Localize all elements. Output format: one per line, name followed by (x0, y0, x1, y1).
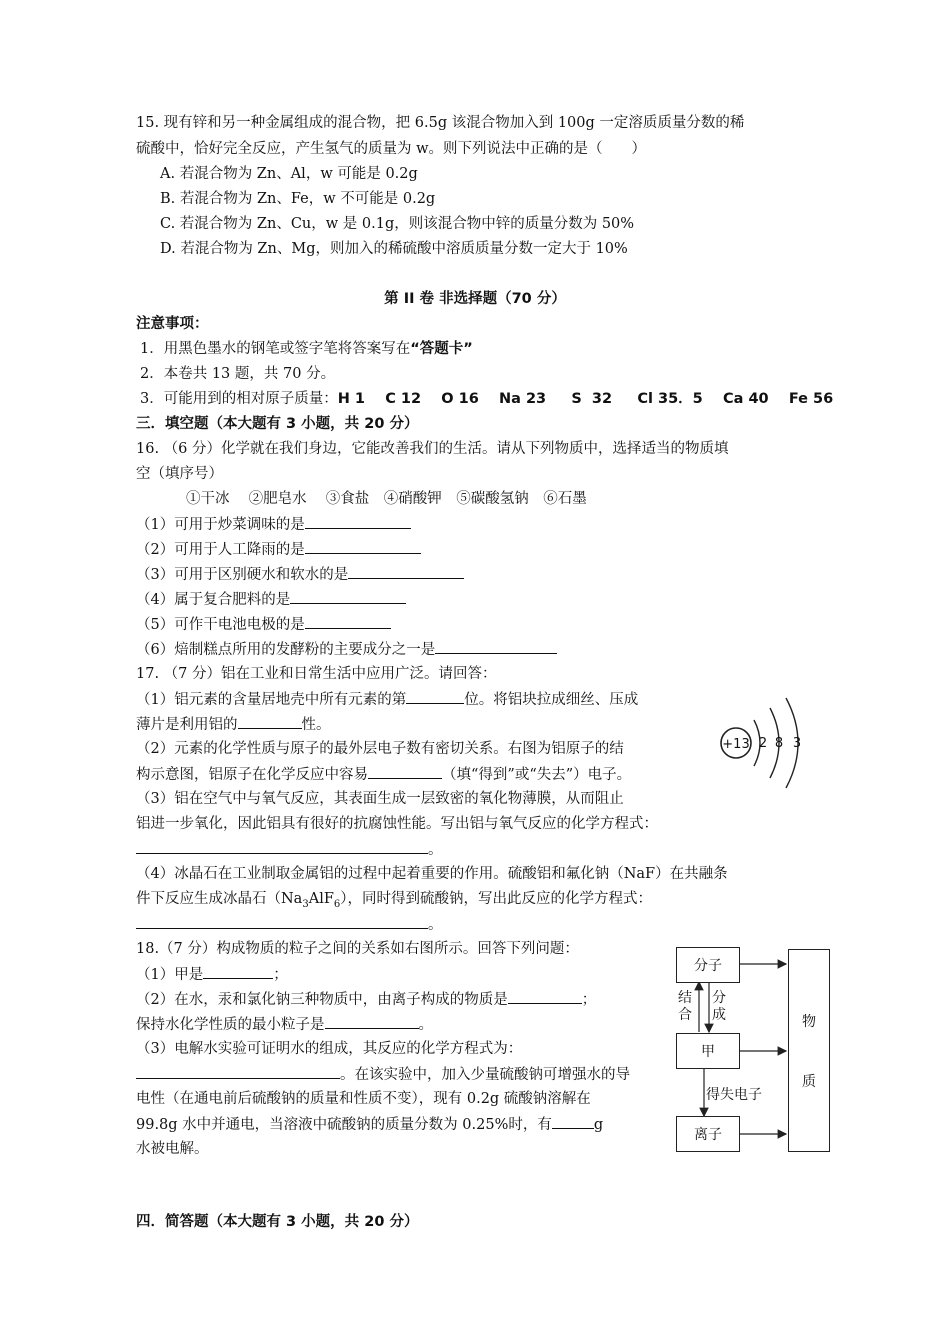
note-3-text: 3．可能用到的相对原子质量： (140, 391, 338, 407)
split-char-2: 成 (712, 1007, 726, 1023)
q17-p1a: （1）铝元素的含量居地壳中所有元素的第 (136, 692, 407, 708)
period: 。 (428, 842, 443, 858)
combine-char-1: 结 (678, 990, 692, 1006)
part2-title: 第 II 卷 非选择题（70 分） (384, 291, 566, 307)
q17-part3-line1: （3）铝在空气中与氧气反应，其表面生成一层致密的氧化物薄膜，从而阻止 (136, 791, 624, 807)
q16-stem-line2: 空（填序号） (136, 466, 223, 482)
note-3 (140, 389, 833, 409)
answer-blank[interactable] (136, 839, 428, 854)
q18-p1b: ； (273, 967, 288, 983)
note-1 (140, 339, 473, 359)
q17-part4-answer (136, 914, 443, 935)
q18-part1 (136, 964, 288, 985)
q16-item-2 (136, 539, 421, 560)
q15-stem-line2: 硫酸中，恰好完全反应，产生氢气的质量为 w。则下列说法中正确的是（ ） (136, 141, 647, 157)
matter-char-1: 物 (802, 1013, 816, 1030)
matter-char-2: 质 (802, 1073, 816, 1090)
jia-box: 甲 (676, 1033, 740, 1069)
answer-blank[interactable] (305, 614, 391, 629)
subscript-6: 6 (333, 898, 341, 910)
answer-blank[interactable] (406, 689, 464, 704)
q15-option-b: B. 若混合物为 Zn、Fe，w 不可能是 0.2g (160, 191, 436, 207)
q17-part2-line1: （2）元素的化学性质与原子的最外层电子数有密切关系。右图为铝原子的结 (136, 741, 624, 757)
q17-part2-line2 (136, 764, 631, 785)
answer-blank[interactable] (305, 514, 411, 529)
q18-p2a: （2）在水，汞和氯化钠三种物质中，由离子构成的物质是 (136, 992, 508, 1008)
q15-option-a: A. 若混合物为 Zn、Al，w 可能是 0.2g (160, 166, 418, 182)
answer-blank[interactable] (203, 964, 273, 979)
answer-blank[interactable] (136, 914, 428, 929)
q18-p2b: ； (581, 992, 597, 1008)
q16-item-3 (136, 564, 464, 585)
q15-option-d: D. 若混合物为 Zn、Mg，则加入的稀硫酸中溶质质量分数一定大于 10% (160, 241, 628, 257)
q16-item-5 (136, 614, 391, 635)
q18-part3-line3: 电性（在通电前后硫酸钠的质量和性质不变），现有 0.2g 硫酸钠溶解在 (136, 1091, 591, 1107)
gain-lose-electrons-label: 得失电子 (706, 1087, 762, 1103)
combine-label (677, 990, 693, 1024)
q18-p1a: （1）甲是 (136, 967, 204, 983)
combine-char-2: 合 (678, 1007, 692, 1023)
molecule-box: 分子 (676, 947, 740, 983)
q17-part1-line1 (136, 689, 638, 710)
note-1-text: 1．用黑色墨水的钢笔或签字笔将答案写在 (140, 341, 411, 357)
q18-part2-line1 (136, 989, 596, 1010)
q17-part4-line1: （4）冰晶石在工业制取金属铝的过程中起着重要的作用。硫酸铝和氟化钠（NaF）在共融条 (136, 866, 728, 882)
q18-p3e: g (593, 1117, 604, 1133)
q17-part3-line2: 铝进一步氧化，因此铝具有很好的抗腐蚀性能。写出铝与氧气反应的化学方程式： (136, 816, 658, 832)
ion-box: 离子 (676, 1116, 740, 1152)
q16-item-4 (136, 589, 406, 610)
notes-title: 注意事项： (136, 316, 209, 332)
q18-p3b: 。在该实验中，加入少量硫酸钠可增强水的导 (340, 1067, 630, 1083)
matter-box (788, 949, 830, 1152)
q18-p3d: 99.8g 水中并通电，当溶液中硫酸钠的质量分数为 0.25%时，有 (136, 1117, 552, 1133)
answer-blank[interactable] (508, 989, 582, 1004)
q17-p1b: 位。将铝块拉成细丝、压成 (464, 692, 639, 708)
section-4-title: 四．简答题（本大题有 3 小题，共 20 分） (136, 1214, 419, 1230)
q17-part1-line2 (136, 714, 331, 735)
shell-2-count: 8 (774, 736, 784, 751)
q18-part3-line1: （3）电解水实验可证明水的组成，其反应的化学方程式为： (136, 1041, 523, 1057)
answer-blank[interactable] (348, 564, 464, 579)
q16-item-4-text: （4）属于复合肥料的是 (136, 592, 291, 608)
answer-blank[interactable] (325, 1014, 419, 1029)
q18-part3-line5: 水被电解。 (136, 1141, 209, 1157)
aluminum-atom-diagram (716, 692, 828, 796)
q16-item-6 (136, 639, 557, 660)
atomic-masses: H 1 C 12 O 16 Na 23 S 32 Cl 35．5 Ca 40 Fe 56 (337, 391, 834, 407)
answer-blank[interactable] (368, 764, 442, 779)
answer-blank[interactable] (552, 1114, 594, 1129)
q17-part4-line2 (136, 889, 652, 915)
nucleus-charge: +13 (722, 737, 750, 752)
q18-part3-line4 (136, 1114, 603, 1135)
subscript-3: 3 (302, 898, 309, 910)
q16-item-2-text: （2）可用于人工降雨的是 (136, 542, 305, 558)
q16-choices: ①干冰 ②肥皂水 ③食盐 ④硝酸钾 ⑤碳酸氢钠 ⑥石墨 (186, 491, 587, 507)
q17-p4b: 件下反应生成冰晶石（Na (136, 891, 303, 907)
split-label (711, 990, 727, 1024)
note-2: 2．本卷共 13 题，共 70 分。 (140, 366, 336, 382)
q18-stem: 18.（7 分）构成物质的粒子之间的关系如右图所示。回答下列问题： (136, 941, 579, 957)
answer-blank[interactable] (136, 1064, 340, 1079)
q18-part3-line2 (136, 1064, 630, 1085)
period: 。 (428, 917, 443, 933)
q16-item-1-text: （1）可用于炒菜调味的是 (136, 517, 305, 533)
q16-stem-line1: 16. （6 分）化学就在我们身边，它能改善我们的生活。请从下列物质中，选择适当的物质填 (136, 441, 729, 457)
shell-1-count: 2 (758, 736, 768, 751)
q17-p2c: （填“得到”或“失去”）电子。 (442, 767, 632, 783)
q17-stem: 17. （7 分）铝在工业和日常生活中应用广泛。请回答： (136, 666, 497, 682)
q16-item-5-text: （5）可作干电池电极的是 (136, 617, 305, 633)
answer-blank[interactable] (238, 714, 302, 729)
answer-blank[interactable] (435, 639, 557, 654)
answer-blank[interactable] (290, 589, 406, 604)
answer-blank[interactable] (305, 539, 421, 554)
q17-p1d: 性。 (301, 717, 331, 733)
q17-p1c: 薄片是利用铝的 (136, 717, 238, 733)
section-3-title: 三．填空题（本大题有 3 小题，共 20 分） (136, 416, 419, 432)
q17-part3-answer (136, 839, 443, 860)
q16-item-6-text: （6）焙制糕点所用的发酵粉的主要成分之一是 (136, 642, 436, 658)
q15-option-c: C. 若混合物为 Zn、Cu，w 是 0.1g，则该混合物中锌的质量分数为 50% (160, 216, 635, 232)
split-char-1: 分 (712, 990, 726, 1006)
q17-p4b-end: ），同时得到硫酸钠，写出此反应的化学方程式： (340, 891, 653, 907)
q16-item-1 (136, 514, 411, 535)
q18-p2d: 。 (418, 1017, 433, 1033)
q17-p2b: 构示意图，铝原子在化学反应中容易 (136, 767, 368, 783)
q18-p2c: 保持水化学性质的最小粒子是 (136, 1017, 325, 1033)
q15-stem-line1: 15. 现有锌和另一种金属组成的混合物，把 6.5g 该混合物加入到 100g 一定溶质质量分数的稀 (136, 115, 745, 131)
shell-3-count: 3 (792, 736, 802, 751)
q17-p4b-mid: AlF (308, 891, 334, 907)
note-1-answer-card: “答题卡” (410, 341, 473, 357)
q16-item-3-text: （3）可用于区别硬水和软水的是 (136, 567, 349, 583)
q18-part2-line2 (136, 1014, 433, 1035)
